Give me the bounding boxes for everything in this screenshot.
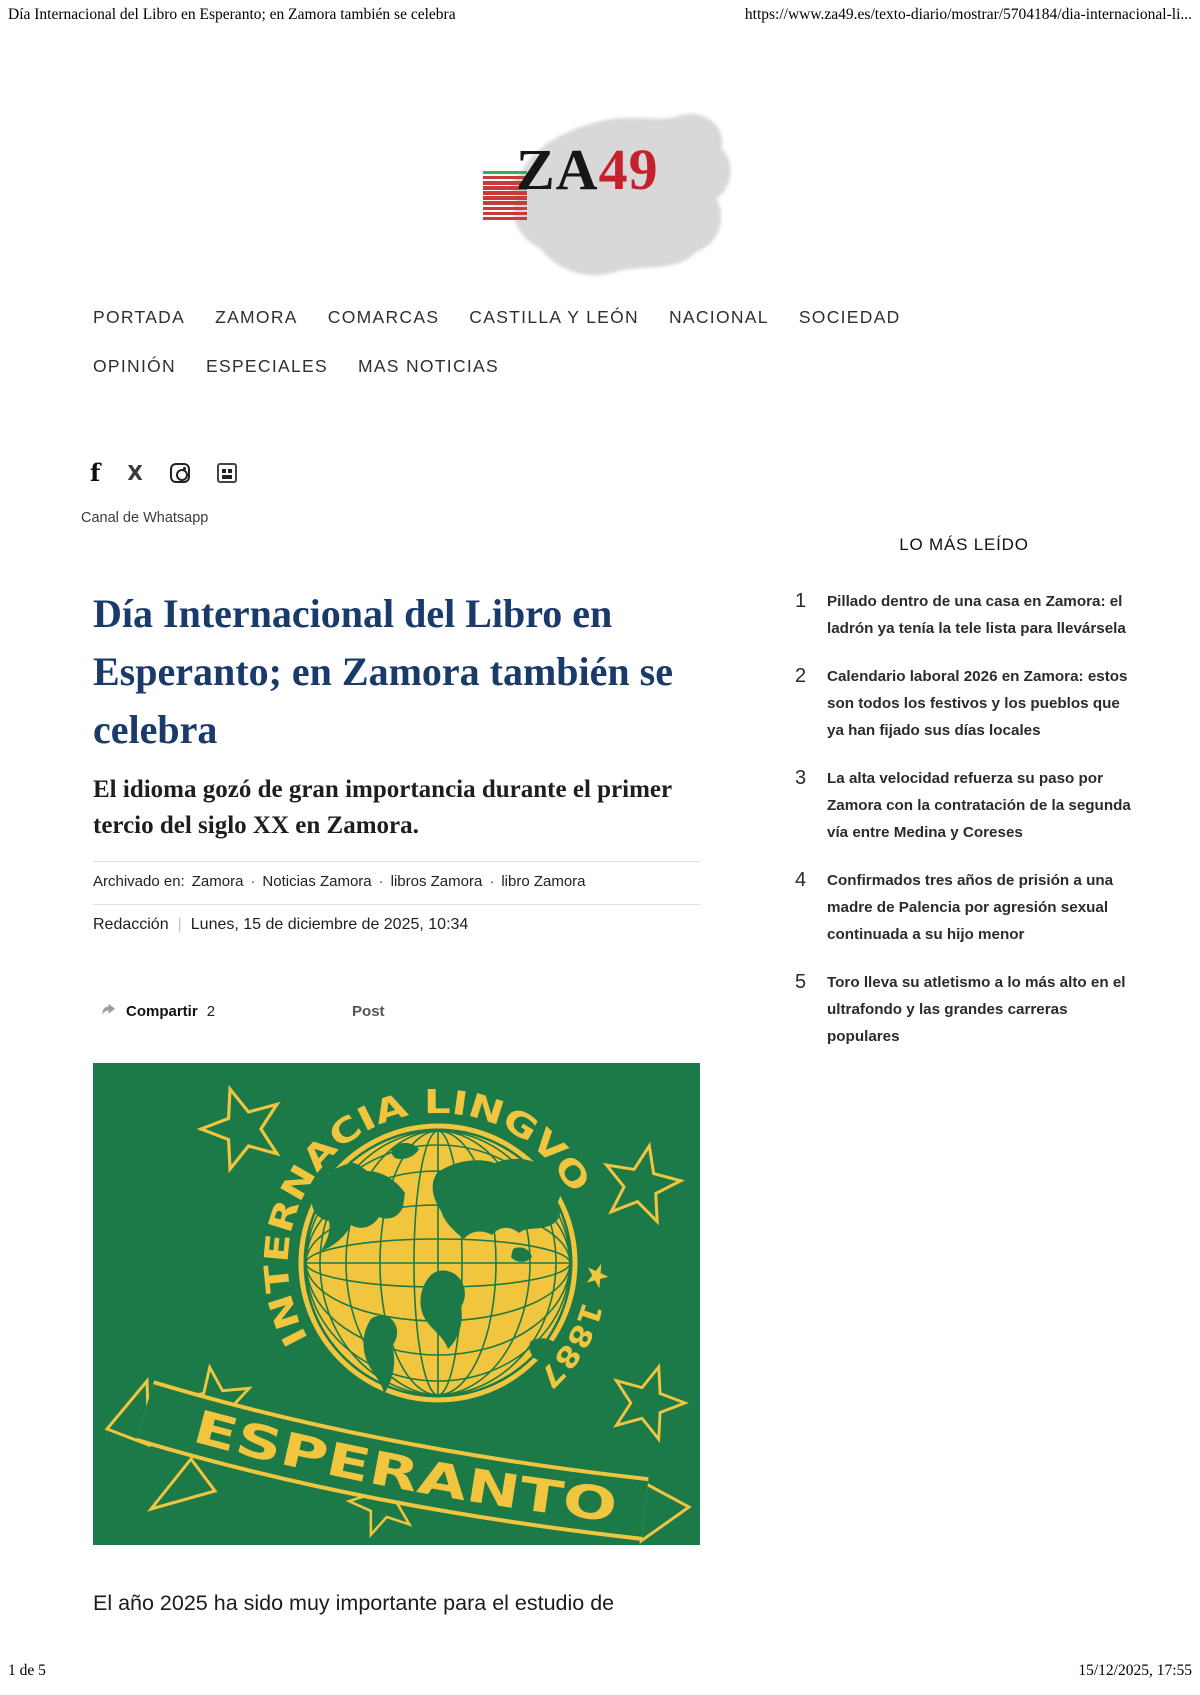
app-grid-icon[interactable] [217, 463, 237, 483]
most-read-item-2[interactable] [795, 663, 1133, 744]
most-read-item-1[interactable] [795, 588, 1133, 642]
site-logo[interactable] [450, 95, 750, 295]
nav-item-comarcas[interactable]: COMARCAS [327, 307, 440, 327]
byline-author: Redacción [93, 916, 169, 933]
tag-separator: · [250, 873, 256, 890]
print-header [8, 6, 1192, 24]
publish-date: Lunes, 15 de diciembre de 2025, 10:34 [190, 916, 469, 933]
item-text[interactable]: Toro lleva su atletismo a lo más alto en el ultrafondo y las grandes carreras populares [827, 974, 1126, 1045]
most-read-title: LO MÁS LEÍDO [899, 535, 1029, 554]
nav-item-portada[interactable]: PORTADA [93, 307, 186, 327]
tag-noticias-zamora[interactable]: Noticias Zamora [262, 873, 372, 890]
arc-text-internacia-lingvo: INTERNACIA LINGVO [256, 1082, 595, 1354]
print-header-title: Día Internacional del Libro en Esperanto; en Zamora también se celebra [8, 6, 456, 23]
facebook-icon[interactable]: f [90, 458, 101, 487]
page-indicator: 1 de 5 [8, 1662, 46, 1679]
logo-za: ZA [516, 137, 599, 202]
article-title: Día Internacional del Libro en Esperanto; en Zamora también se celebra [93, 591, 673, 752]
nav-item-mas-noticias[interactable]: MAS NOTICIAS [357, 356, 499, 376]
archived-tags-row [93, 873, 586, 890]
x-twitter-icon[interactable]: X [127, 461, 143, 485]
article-subtitle: El idioma gozó de gran importancia durante el primer tercio del siglo XX en Zamora. [93, 776, 672, 839]
nav-item-nacional[interactable]: NACIONAL [668, 307, 769, 327]
print-timestamp: 15/12/2025, 17:55 [1078, 1662, 1192, 1679]
whatsapp-channel-link[interactable]: Canal de Whatsapp [81, 510, 209, 526]
nav-item-sociedad[interactable]: SOCIEDAD [798, 307, 901, 327]
share-icon [100, 1003, 117, 1020]
item-text[interactable]: La alta velocidad refuerza su paso por Zamora con la contratación de la segunda vía entre Medina y Coreses [827, 770, 1131, 841]
byline-separator: | [177, 916, 182, 933]
logo-wordmark [516, 137, 659, 202]
post-button[interactable]: Post [352, 1003, 385, 1020]
tag-libro-zamora[interactable]: libro Zamora [501, 873, 586, 890]
divider [93, 861, 700, 862]
item-number: 5 [795, 971, 807, 993]
compartir-button[interactable]: Compartir [126, 1003, 198, 1020]
nav-item-castilla-y-leon[interactable]: CASTILLA Y LEÓN [469, 307, 639, 327]
item-text[interactable]: Confirmados tres años de prisión a una madre de Palencia por agresión sexual continuada a su hijo menor [827, 872, 1114, 943]
instagram-icon[interactable] [170, 463, 190, 483]
share-count: 2 [206, 1003, 216, 1020]
svg-text:ESPERANTO: ESPERANTO [187, 1399, 606, 1531]
nav-item-especiales[interactable]: ESPECIALES [206, 356, 328, 376]
item-number: 4 [795, 869, 807, 891]
main-nav-row-1 [93, 307, 901, 328]
item-text[interactable]: Pillado dentro de una casa en Zamora: el ladrón ya tenía la tele lista para llevársela [827, 593, 1126, 637]
tag-separator: · [378, 873, 384, 890]
nav-item-zamora[interactable]: ZAMORA [215, 307, 298, 327]
social-icons-row [90, 458, 237, 487]
archived-label: Archivado en: [93, 873, 185, 890]
item-number: 1 [795, 590, 807, 612]
tag-libros-zamora[interactable]: libros Zamora [390, 873, 483, 890]
article-body-first-line: El año 2025 ha sido muy importante para el estudio de [93, 1591, 615, 1615]
globe-graphic [301, 1126, 575, 1400]
tag-zamora[interactable]: Zamora [191, 873, 244, 890]
article-image-esperanto-flag [93, 1063, 700, 1545]
arc-text-1887: ★ 1887 [533, 1260, 616, 1394]
print-header-url: https://www.za49.es/texto-diario/mostrar/5704184/dia-internacional-li... [744, 6, 1192, 23]
item-number: 2 [795, 665, 807, 687]
item-text[interactable]: Calendario laboral 2026 en Zamora: estos son todos los festivos y los pueblos que ya han fijado sus días locales [827, 668, 1128, 739]
print-footer [8, 1662, 1192, 1680]
most-read-item-4[interactable] [795, 867, 1133, 948]
main-nav-row-2 [93, 356, 499, 377]
most-read-item-3[interactable] [795, 765, 1133, 846]
item-number: 3 [795, 767, 807, 789]
tag-separator: · [489, 873, 495, 890]
nav-item-opinion[interactable]: OPINIÓN [93, 356, 176, 376]
divider [93, 904, 700, 905]
most-read-sidebar [795, 535, 1133, 1071]
most-read-item-5[interactable] [795, 969, 1133, 1050]
logo-49: 49 [598, 137, 659, 202]
byline-row [93, 916, 468, 934]
share-row [100, 1003, 385, 1020]
